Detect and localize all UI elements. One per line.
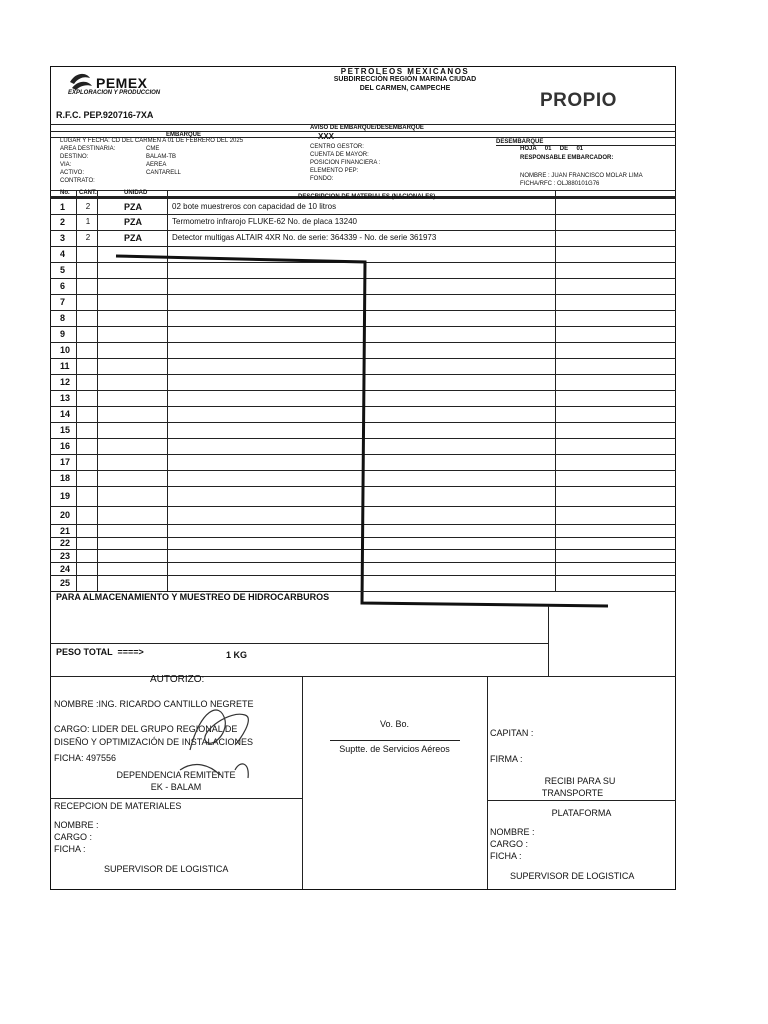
row-number: 14 <box>60 409 71 419</box>
row-cant: 1 <box>85 217 91 226</box>
autorizo-title: AUTORIZO: <box>150 674 205 685</box>
fondo-label: FONDO: <box>310 176 334 182</box>
purpose-text: PARA ALMACENAMIENTO Y MUESTREO DE HIDROCARBUROS <box>56 592 330 602</box>
recepcion-ficha: FICHA : <box>54 844 86 854</box>
dependencia-1: DEPENDENCIA REMITENTE <box>116 770 236 780</box>
nombre-responsable: NOMBRE : JUAN FRANCISCO MOLAR LIMA <box>520 173 643 179</box>
row-number: 20 <box>60 510 71 520</box>
activo-label: ACTIVO: <box>60 170 85 176</box>
divider <box>487 800 676 801</box>
divider <box>50 643 548 644</box>
centro-gestor-label: CENTRO GESTOR: <box>310 144 364 150</box>
row-number: 25 <box>60 578 71 588</box>
row-number: 10 <box>60 345 71 355</box>
row-cant: 2 <box>85 201 91 211</box>
via-label: VIA: <box>60 162 72 168</box>
recibi-2: TRANSPORTE <box>541 788 604 798</box>
col-desc-header: DESCRIPCION DE MATERIALES (NACIONALES) <box>298 194 436 200</box>
elemento-label: ELEMENTO PEP: <box>310 168 359 174</box>
row-desc: Detector multigas ALTAIR 4XR No. de serie: 364339 - No. de serie 361973 <box>172 233 437 242</box>
row-number: 13 <box>60 393 71 403</box>
row-number: 21 <box>60 525 71 536</box>
contrato-label: CONTRATO: <box>60 178 95 184</box>
divider <box>50 676 676 677</box>
row-number: 2 <box>60 217 66 227</box>
propio-label: PROPIO <box>540 90 617 111</box>
autorizo-cargo-1: CARGO: LIDER DEL GRUPO REGIONAL DE <box>54 724 238 734</box>
vobo-signature-line <box>330 740 460 741</box>
row-number: 22 <box>60 538 71 548</box>
ficha-rfc: FICHA/RFC : OLJ880101G76 <box>520 181 600 187</box>
plataforma-supervisor: SUPERVISOR DE LOGISTICA <box>510 871 635 881</box>
plataforma-cargo: CARGO : <box>490 839 529 849</box>
vobo-title: Vo. Bo. <box>379 719 410 729</box>
peso-value: 1 KG <box>226 650 248 660</box>
embarque-label: EMBARQUE <box>166 132 202 138</box>
row-number: 9 <box>60 329 66 339</box>
xxx-mark: XXX <box>318 132 335 141</box>
divider <box>50 798 302 799</box>
posicion-label: POSICION FINANCIERA : <box>310 160 381 166</box>
logo-subtitle: EXPLORACION Y PRODUCCION <box>68 90 161 96</box>
autorizo-cargo-2: DISEÑO Y OPTIMIZACIÓN DE INSTALACIONES <box>54 737 254 747</box>
row-number: 8 <box>60 313 66 323</box>
row-number: 23 <box>60 550 71 561</box>
plataforma-title: PLATAFORMA <box>551 808 612 818</box>
row-number: 19 <box>60 491 71 501</box>
autorizo-nombre: NOMBRE :ING. RICARDO CANTILLO NEGRETE <box>54 699 254 709</box>
lugar-fecha: LUGAR Y FECHA: CD DEL CARMEN A 01 DE FEBRERO DEL 2025 <box>60 138 244 144</box>
row-number: 24 <box>60 563 71 574</box>
col-unidad-header: UNIDAD <box>124 190 148 196</box>
recepcion-nombre: NOMBRE : <box>54 820 99 830</box>
responsable-label: RESPONSABLE EMBARCADOR: <box>520 155 614 161</box>
row-number: 15 <box>60 425 71 435</box>
recepcion-supervisor: SUPERVISOR DE LOGISTICA <box>104 864 229 874</box>
row-number: 1 <box>60 201 66 212</box>
row-number: 4 <box>60 249 66 259</box>
dependencia-2: EK - BALAM <box>150 782 202 792</box>
col-no-header: No. <box>60 190 70 196</box>
plataforma-ficha: FICHA : <box>490 851 522 861</box>
capitan-label: CAPITAN : <box>490 728 534 738</box>
company-line-3: DEL CARMEN, CAMPECHE <box>359 85 451 92</box>
area-value: CME <box>146 146 160 152</box>
row-unidad: PZA <box>124 201 142 212</box>
autorizo-ficha: FICHA: 497556 <box>54 753 117 763</box>
row-unidad: PZA <box>124 217 142 227</box>
logo-text: PEMEX <box>96 75 148 91</box>
peso-label: PESO TOTAL ====> <box>56 647 144 657</box>
divider <box>487 676 488 889</box>
row-number: 5 <box>60 265 66 275</box>
activo-value: CANTARELL <box>146 170 181 176</box>
aviso-title: AVISO DE EMBARQUE/DESEMBARQUE <box>310 125 424 131</box>
signature-icon <box>150 690 270 785</box>
row-number: 6 <box>60 281 66 291</box>
row-number: 18 <box>60 473 71 483</box>
firma-label: FIRMA : <box>490 754 523 764</box>
row-unidad: PZA <box>124 233 142 243</box>
row-cant: 2 <box>85 233 91 242</box>
desembarque-label: DESEMBARQUE <box>496 139 544 145</box>
destino-label: DESTINO: <box>60 154 89 160</box>
vobo-subtitle: Suptte. de Servicios Aéreos <box>339 744 450 754</box>
rfc-label: R.F.C. PEP.920716-7XA <box>56 110 154 120</box>
row-desc: Termometro infrarojo FLUKE-62 No. de placa 13240 <box>172 217 357 226</box>
row-number: 7 <box>60 297 66 307</box>
hoja-label: HOJA 01 DE 01 <box>520 146 584 152</box>
company-line-1: PETROLEOS MEXICANOS <box>340 67 470 76</box>
divider <box>302 676 303 889</box>
row-number: 11 <box>60 361 70 371</box>
col-cant-header: CANT. <box>79 190 97 196</box>
recepcion-title: RECEPCION DE MATERIALES <box>54 801 182 811</box>
row-number: 12 <box>60 377 71 387</box>
destino-value: BALAM-TB <box>146 154 177 160</box>
company-line-2: SUBDIRECCIÓN REGIÓN MARINA CIUDAD <box>333 76 477 83</box>
plataforma-nombre: NOMBRE : <box>490 827 535 837</box>
via-value: AEREA <box>146 162 167 168</box>
divider <box>548 606 549 676</box>
row-number: 16 <box>60 441 71 451</box>
recibi-1: RECIBI PARA SU <box>544 776 616 786</box>
area-label: AREA DESTINARIA: <box>60 146 116 152</box>
row-number: 17 <box>60 457 71 467</box>
row-desc: 02 bote muestreros con capacidad de 10 litros <box>172 201 337 211</box>
recepcion-cargo: CARGO : <box>54 832 93 842</box>
row-number: 3 <box>60 233 66 243</box>
cuenta-mayor-label: CUENTA DE MAYOR: <box>310 152 369 158</box>
